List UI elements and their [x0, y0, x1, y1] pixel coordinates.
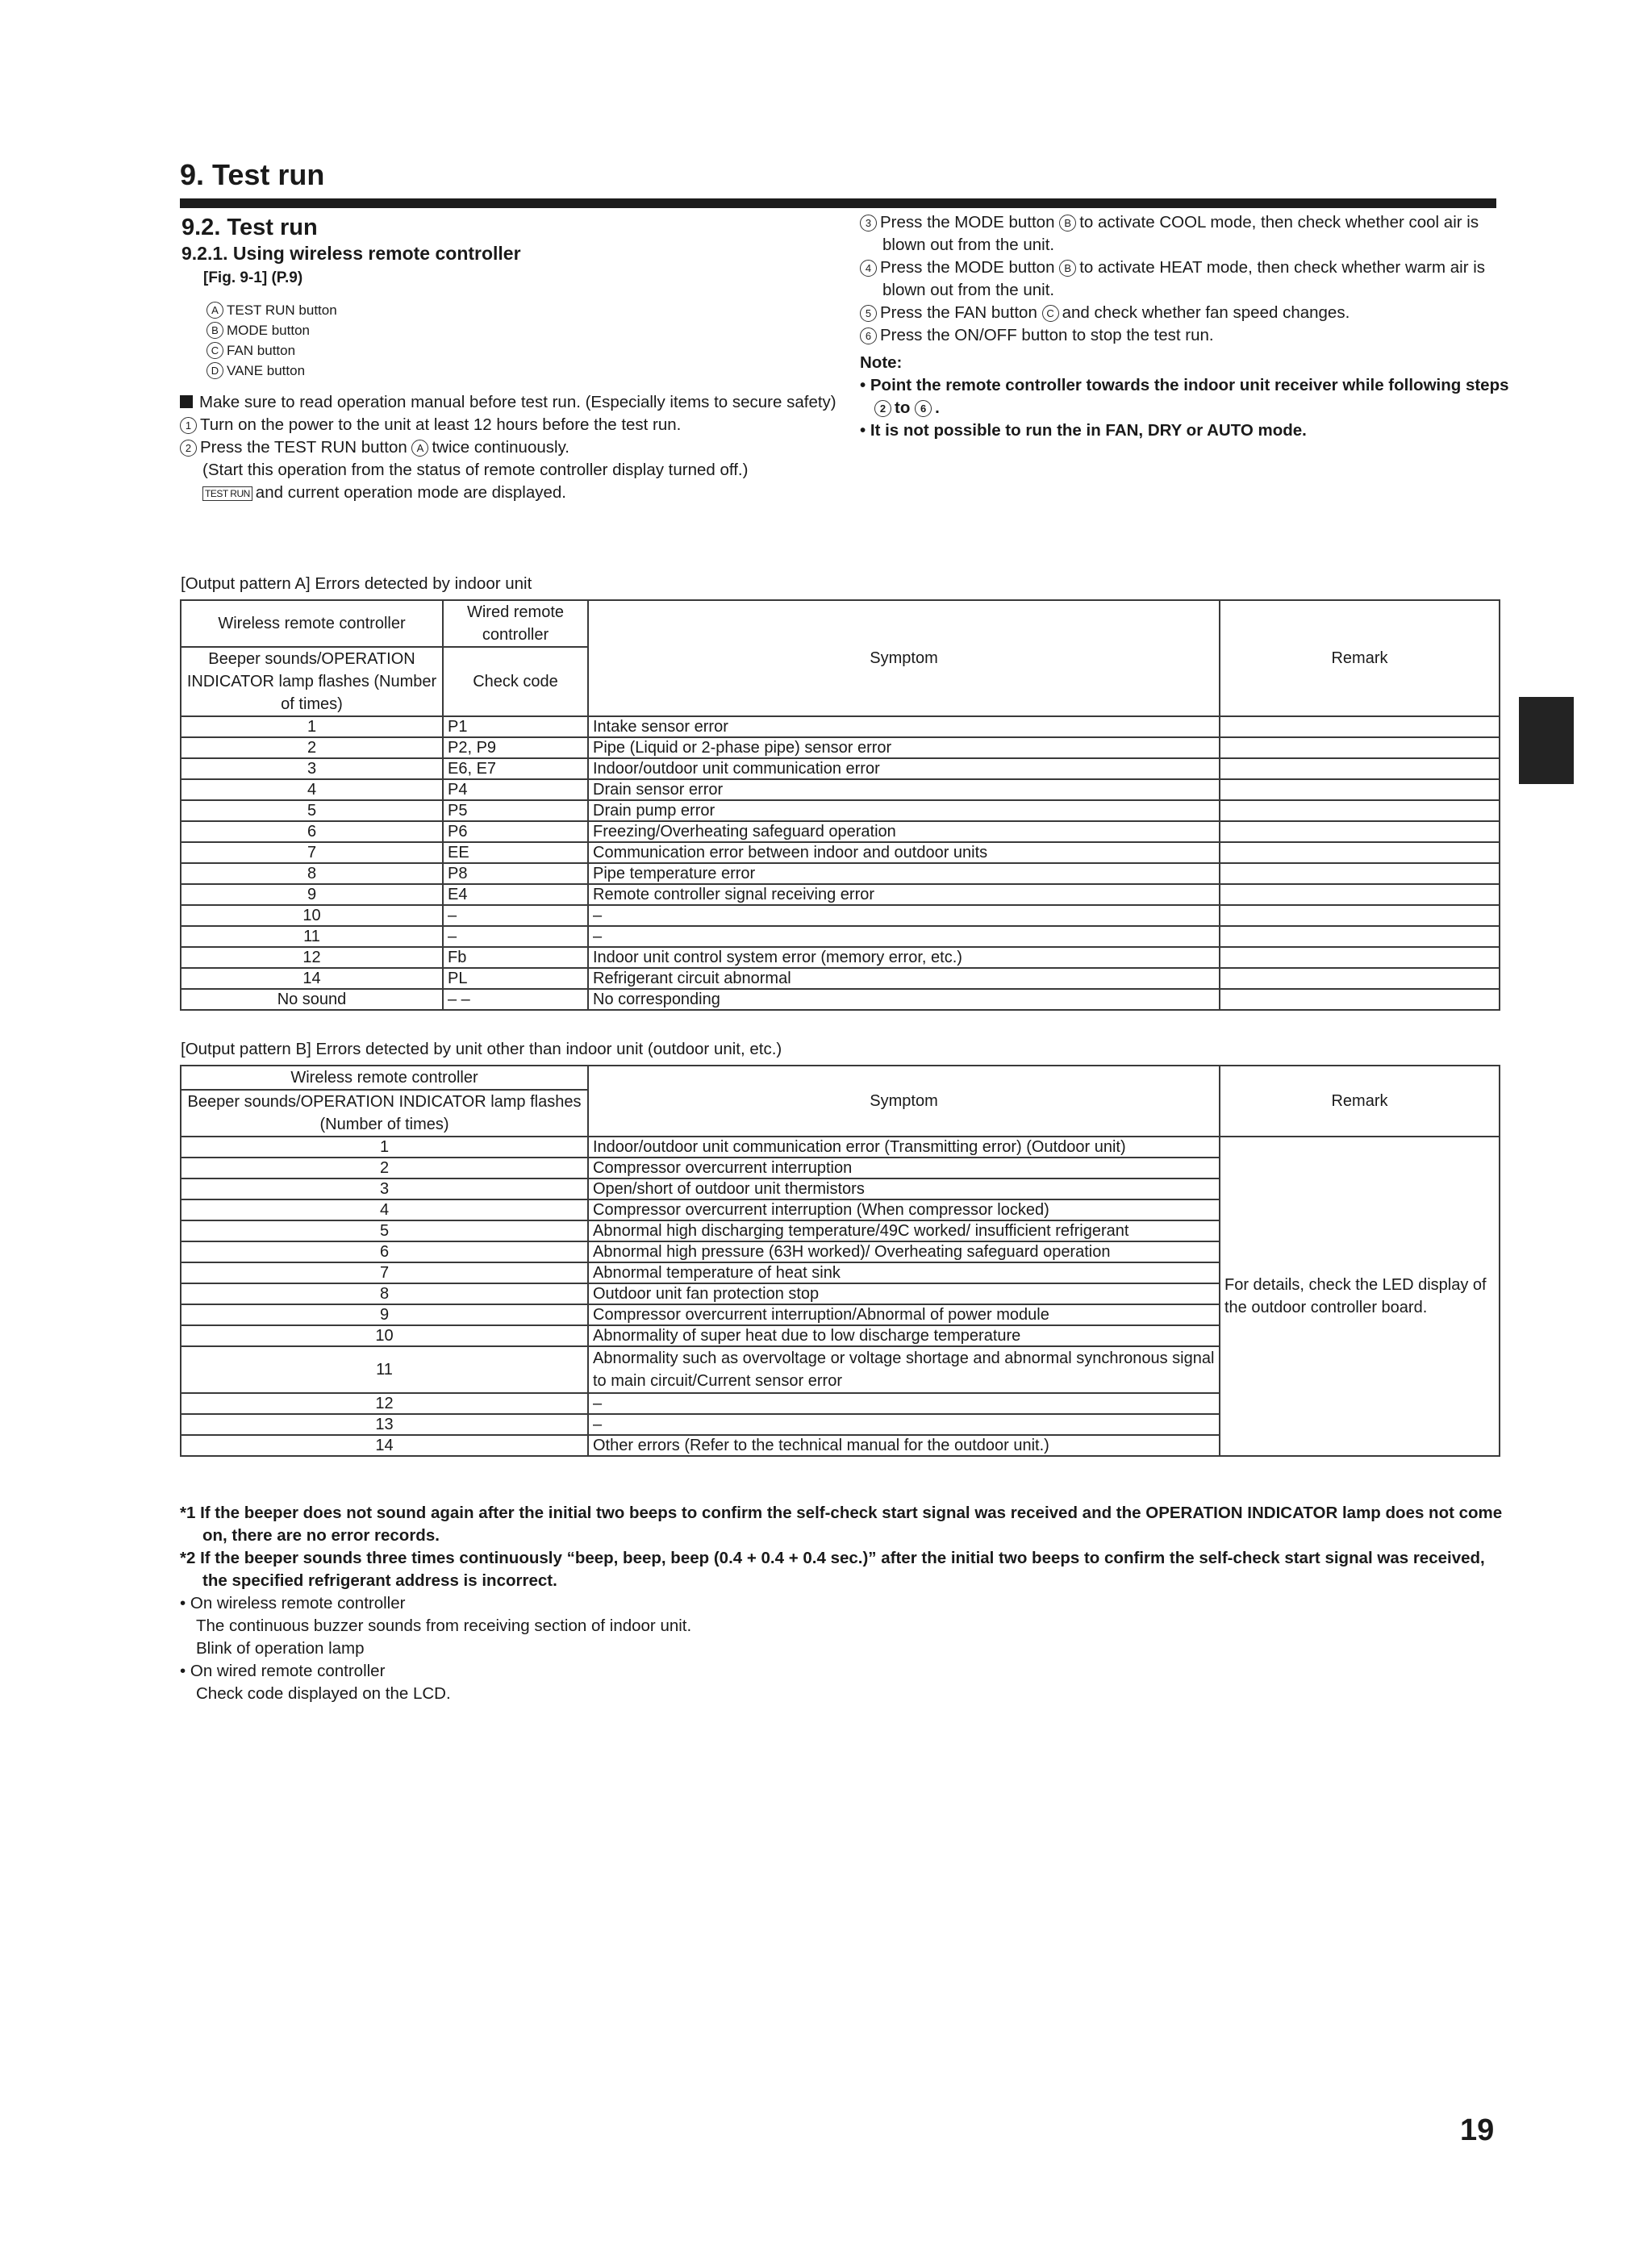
table-row: 5 P5 Drain pump error — [181, 800, 1500, 821]
table-row: 7 EE Communication error between indoor and outdoor units — [181, 842, 1500, 863]
table-row: 10 – – — [181, 905, 1500, 926]
header-remark: Remark — [1220, 1066, 1500, 1137]
table-row: 6 P6 Freezing/Overheating safeguard operation — [181, 821, 1500, 842]
circled-letter-a-icon: A — [411, 440, 428, 457]
left-instructions — [180, 391, 841, 504]
step-number-icon: 6 — [915, 400, 932, 417]
chapter-tab — [1519, 697, 1574, 784]
table-row: 1 P1 Intake sensor error — [181, 716, 1500, 737]
table-row: 7 Abnormal temperature of heat sink — [181, 1262, 1500, 1283]
table-row: 9 Compressor overcurrent interruption/Abnormal of power module — [181, 1304, 1500, 1325]
table-row: 10 Abnormality of super heat due to low discharge temperature — [181, 1325, 1500, 1346]
step-number-icon: 6 — [860, 327, 877, 344]
note-label: Note: — [860, 353, 903, 372]
right-instructions — [860, 211, 1513, 442]
black-square-icon — [180, 395, 193, 408]
bullet-wireless: • On wireless remote controller — [180, 1594, 406, 1612]
header-wireless: Wireless remote controller — [181, 1066, 588, 1090]
note-item: • It is not possible to run the in FAN, DRY or AUTO mode. — [860, 421, 1307, 440]
table-b-caption: [Output pattern B] Errors detected by unit other than indoor unit (outdoor unit, etc.) — [181, 1040, 782, 1058]
table-row: 9 E4 Remote controller signal receiving error — [181, 884, 1500, 905]
figure-reference: [Fig. 9-1] (P.9) — [203, 269, 303, 286]
circled-letter-d-icon: D — [206, 362, 223, 379]
step-number-icon: 5 — [860, 305, 877, 322]
bullet-wired-line: Check code displayed on the LCD. — [196, 1684, 451, 1703]
button-legend-item: C FAN button — [206, 340, 337, 361]
circled-letter-a-icon: A — [206, 302, 223, 319]
table-row: 2 Compressor overcurrent interruption — [181, 1158, 1500, 1178]
header-check-code: Check code — [443, 647, 588, 716]
section-heading: 9.2. Test run — [181, 215, 318, 240]
step-2-note: (Start this operation from the status of remote controller display turned off.) — [202, 461, 749, 479]
circled-letter-c-icon: C — [206, 342, 223, 359]
step-number-icon: 2 — [874, 400, 891, 417]
error-table-a — [180, 599, 1500, 1011]
table-row: 11 – – — [181, 926, 1500, 947]
table-a-caption: [Output pattern A] Errors detected by indoor unit — [181, 574, 532, 593]
table-row: 12 Fb Indoor unit control system error (memory error, etc.) — [181, 947, 1500, 968]
header-beeper: Beeper sounds/OPERATION INDICATOR lamp flashes (Number of times) — [181, 1090, 588, 1137]
step-number-icon: 2 — [180, 440, 197, 457]
step-number-icon: 3 — [860, 215, 877, 232]
table-row: 2 P2, P9 Pipe (Liquid or 2-phase pipe) sensor error — [181, 737, 1500, 758]
remark-cell: For details, check the LED display of the outdoor controller board. — [1220, 1137, 1500, 1456]
step-number-icon: 4 — [860, 260, 877, 277]
table-row: 8 P8 Pipe temperature error — [181, 863, 1500, 884]
step-6: 6 Press the ON/OFF button to stop the test run. — [860, 324, 1513, 347]
table-row: 3 Open/short of outdoor unit thermistors — [181, 1178, 1500, 1199]
circled-letter-b-icon: B — [1059, 260, 1076, 277]
header-beeper: Beeper sounds/OPERATION INDICATOR lamp flashes (Number of times) — [181, 647, 443, 716]
table-row: 14 Other errors (Refer to the technical manual for the outdoor unit.) — [181, 1435, 1500, 1456]
footnotes — [180, 1502, 1503, 1705]
step-1: 1 Turn on the power to the unit at least 12 hours before the test run. — [180, 414, 841, 436]
header-symptom: Symptom — [588, 1066, 1220, 1137]
step-4: 4 Press the MODE button B to activate HEAT mode, then check whether warm air is blown out from the unit. — [860, 257, 1513, 302]
step-2-note-display: TEST RUN and current operation mode are displayed. — [180, 482, 841, 504]
lcd-test-run-icon: TEST RUN — [202, 486, 252, 501]
header-remark: Remark — [1220, 600, 1500, 716]
circled-letter-c-icon: C — [1042, 305, 1059, 322]
page-title: 9. Test run — [180, 158, 325, 191]
note-item: • Point the remote controller towards the indoor unit receiver while following steps 2 to 6 . — [860, 376, 1509, 417]
error-table-b — [180, 1065, 1500, 1457]
table-row: 8 Outdoor unit fan protection stop — [181, 1283, 1500, 1304]
circled-letter-b-icon: B — [1059, 215, 1076, 232]
circled-letter-b-icon: B — [206, 322, 223, 339]
button-legend — [206, 300, 337, 381]
table-row: 14 PL Refrigerant circuit abnormal — [181, 968, 1500, 989]
table-row: 3 E6, E7 Indoor/outdoor unit communication error — [181, 758, 1500, 779]
table-row: No sound – – No corresponding — [181, 989, 1500, 1010]
safety-warning: Make sure to read operation manual before test run. (Especially items to secure safety) — [180, 391, 841, 414]
table-row: 1 Indoor/outdoor unit communication error (Transmitting error) (Outdoor unit) For details, check the LED display of the outdoor controller board. — [181, 1137, 1500, 1158]
step-3: 3 Press the MODE button B to activate COOL mode, then check whether cool air is blown out from the unit. — [860, 211, 1513, 257]
footnote-2: *2 If the beeper sounds three times continuously “beep, beep, beep (0.4 + 0.4 + 0.4 sec.)” after the initial two beeps to confirm the self-check start signal was received, the specified refrigerant address is incorrect. — [180, 1549, 1485, 1590]
table-row: 11 Abnormality such as overvoltage or voltage shortage and abnormal synchronous signal to main circuit/Current sensor error — [181, 1346, 1500, 1393]
table-row: 6 Abnormal high pressure (63H worked)/ Overheating safeguard operation — [181, 1241, 1500, 1262]
bullet-wireless-line: Blink of operation lamp — [196, 1639, 365, 1658]
table-row: 5 Abnormal high discharging temperature/49C worked/ insufficient refrigerant — [181, 1220, 1500, 1241]
step-2: 2 Press the TEST RUN button A twice continuously. — [180, 436, 841, 459]
footnote-1: *1 If the beeper does not sound again after the initial two beeps to confirm the self-check start signal was received and the OPERATION INDICATOR lamp does not come on, there are no error records. — [180, 1504, 1503, 1545]
title-rule — [180, 198, 1496, 208]
header-wireless: Wireless remote controller — [181, 600, 443, 647]
step-5: 5 Press the FAN button C and check whether fan speed changes. — [860, 302, 1513, 324]
table-row: 4 Compressor overcurrent interruption (When compressor locked) — [181, 1199, 1500, 1220]
button-legend-item: A TEST RUN button — [206, 300, 337, 320]
button-legend-item: D VANE button — [206, 361, 337, 381]
step-number-icon: 1 — [180, 417, 197, 434]
bullet-wireless-line: The continuous buzzer sounds from receiving section of indoor unit. — [196, 1616, 692, 1635]
bullet-wired: • On wired remote controller — [180, 1662, 386, 1680]
table-row: 13 – — [181, 1414, 1500, 1435]
table-row: 4 P4 Drain sensor error — [181, 779, 1500, 800]
subsection-heading: 9.2.1. Using wireless remote controller — [181, 243, 521, 264]
header-symptom: Symptom — [588, 600, 1220, 716]
page-number: 19 — [1460, 2113, 1495, 2147]
button-legend-item: B MODE button — [206, 320, 337, 340]
table-row: 12 – — [181, 1393, 1500, 1414]
header-wired: Wired remote controller — [443, 600, 588, 647]
